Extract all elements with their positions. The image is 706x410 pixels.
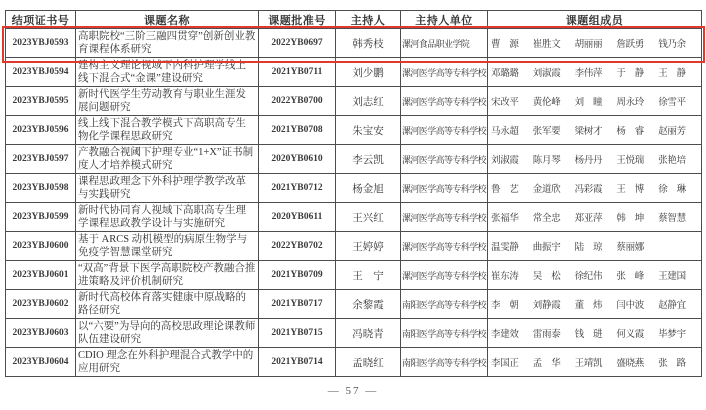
project-title-cell: 线上线下混合教学模式下高职高专生物化学课程思政研究	[76, 116, 259, 145]
project-title-cell: 新时代协同育人视域下高职高专生理学课程思政教学设计与实施研究	[76, 203, 259, 232]
team-members-cell	[488, 319, 702, 348]
project-title-cell: 新时代医学生劳动教育与职业生涯发展问题研究	[76, 87, 259, 116]
certificate-no-cell: 2023YBJ0602	[6, 290, 76, 319]
project-title-cell: CDIO 理念在外科护理混合式教学中的应用研究	[76, 348, 259, 377]
member-name: 赵静宜	[658, 301, 686, 311]
table-row	[6, 174, 702, 203]
host-institution-cell: 南阳医学高等专科学校	[401, 348, 488, 377]
host-cell: 刘少鹏	[336, 58, 401, 87]
member-name: 鲁 艺	[491, 185, 519, 195]
member-name: 邓璐璐	[491, 69, 519, 79]
table-row	[6, 87, 702, 116]
member-name: 陆 琼	[574, 243, 603, 253]
host-institution-cell: 漯河医学高等专科学校	[401, 116, 488, 145]
host-institution-cell: 南阳医学高等专科学校	[401, 319, 488, 348]
project-title-cell: 建构主义理论视域下内科护理学线上线下混合式“金课”建设研究	[76, 58, 259, 87]
certificate-no-cell: 2023YBJ0593	[6, 29, 76, 58]
member-name: 雷雨泰	[532, 330, 561, 340]
host-cell: 王兴红	[336, 203, 401, 232]
host-cell: 王 宁	[336, 261, 401, 290]
team-members-cell	[488, 29, 702, 58]
member-name: 钱乃余	[658, 40, 686, 50]
table-row	[6, 116, 702, 145]
approval-no-cell: 2022YB0700	[259, 87, 336, 116]
member-name: 张 路	[658, 359, 686, 369]
member-name: 李国正	[491, 359, 519, 369]
column-header-certificate-no: 结项证书号	[6, 11, 76, 29]
page-number: — 57 —	[327, 385, 379, 397]
table-header-row	[6, 11, 702, 29]
approval-no-cell: 2021YB0711	[259, 58, 336, 87]
table-row	[6, 232, 702, 261]
member-name: 张福华	[491, 214, 519, 224]
member-name: 徐纪伟	[574, 272, 603, 282]
host-cell: 余黎霞	[336, 290, 401, 319]
table-row	[6, 348, 702, 377]
host-institution-cell: 漯河食品职业学院	[401, 29, 488, 58]
team-members-cell	[488, 87, 702, 116]
member-name: 曲振宇	[532, 243, 561, 253]
member-name: 徐雪平	[658, 98, 686, 108]
member-name: 何义霞	[616, 330, 644, 340]
approval-no-cell: 2020YB0610	[259, 145, 336, 174]
approval-no-cell: 2021YB0715	[259, 319, 336, 348]
team-members-cell	[488, 348, 702, 377]
member-name: 温雯静	[491, 243, 519, 253]
member-name: 王建国	[658, 272, 686, 282]
table-row	[6, 58, 702, 87]
certificate-no-cell: 2023YBJ0599	[6, 203, 76, 232]
member-name: 董 炜	[574, 301, 603, 311]
team-members-cell	[488, 232, 702, 261]
member-name: 李建效	[491, 330, 519, 340]
host-cell: 刘志红	[336, 87, 401, 116]
approval-no-cell: 2020YB0611	[259, 203, 336, 232]
column-header-project-title: 课题名称	[76, 11, 259, 29]
host-institution-cell: 南阳医学高等专科学校	[401, 290, 488, 319]
certificate-no-cell: 2023YBJ0600	[6, 232, 76, 261]
member-name: 曹 源	[491, 40, 519, 50]
member-name: 梁树才	[574, 127, 603, 137]
certificate-no-cell: 2023YBJ0603	[6, 319, 76, 348]
member-name: 蔡智慧	[658, 214, 686, 224]
table-row	[6, 319, 702, 348]
column-header-approval-no: 课题批准号	[259, 11, 336, 29]
certificate-no-cell: 2023YBJ0604	[6, 348, 76, 377]
project-title-cell: “双高”背景下医学高职院校产教融合推进策略及评价机制研究	[76, 261, 259, 290]
certificate-no-cell: 2023YBJ0597	[6, 145, 76, 174]
project-title-cell: 以“六要”为导向的高校思政理论课教师队伍建设研究	[76, 319, 259, 348]
member-name: 马永超	[491, 127, 519, 137]
host-institution-cell: 漯河医学高等专科学校	[401, 261, 488, 290]
table-row	[6, 261, 702, 290]
approval-no-cell: 2022YB0697	[259, 29, 336, 58]
member-name: 钱 琎	[574, 330, 603, 340]
host-cell: 杨金旭	[336, 174, 401, 203]
member-name: 张艳培	[658, 156, 686, 166]
member-name: 郑亚萍	[574, 214, 603, 224]
project-title-cell: 新时代高校体育落实健康中原战略的路径研究	[76, 290, 259, 319]
approval-no-cell: 2021YB0717	[259, 290, 336, 319]
host-institution-cell: 漯河医学高等专科学校	[401, 174, 488, 203]
host-cell: 冯晓青	[336, 319, 401, 348]
member-name: 黄伦峰	[532, 98, 561, 108]
host-cell: 王婷婷	[336, 232, 401, 261]
member-name: 杨丹丹	[574, 156, 603, 166]
host-cell: 韩秀枝	[336, 29, 401, 58]
column-header-host-institution: 主持人单位	[401, 11, 488, 29]
host-institution-cell: 漯河医学高等专科学校	[401, 203, 488, 232]
member-name: 杨 睿	[616, 127, 644, 137]
certificate-no-cell: 2023YBJ0598	[6, 174, 76, 203]
approval-no-cell: 2022YB0702	[259, 232, 336, 261]
member-name: 宋改平	[491, 98, 519, 108]
team-members-cell	[488, 116, 702, 145]
team-members-cell	[488, 261, 702, 290]
member-name: 李伟萍	[574, 69, 603, 79]
certificate-no-cell: 2023YBJ0594	[6, 58, 76, 87]
column-header-team-members: 课题组成员	[488, 11, 702, 29]
project-title-cell: 基于 ARCS 动机模型的病原生物学与免疫学智慧课堂研究	[76, 232, 259, 261]
project-title-cell: 产教融合视阈下护理专业“1+X”证书制度人才培养模式研究	[76, 145, 259, 174]
member-name: 金道欣	[532, 185, 561, 195]
member-name: 赵丽芳	[658, 127, 686, 137]
member-name: 胡丽丽	[574, 40, 603, 50]
approval-no-cell: 2021YB0709	[259, 261, 336, 290]
member-name: 盛晓燕	[616, 359, 644, 369]
team-members-cell	[488, 174, 702, 203]
member-name: 闫中波	[616, 301, 644, 311]
member-name: 孟 华	[532, 359, 561, 369]
approval-no-cell: 2021YB0708	[259, 116, 336, 145]
member-name: 刘 瞳	[574, 98, 603, 108]
project-title-cell: 高职院校“三阶三融四贯穿”创新创业教育课程体系研究	[76, 29, 259, 58]
member-name: 李 朝	[491, 301, 519, 311]
member-name: 王 博	[616, 185, 644, 195]
member-name: 周永玲	[616, 98, 644, 108]
member-name: 王 静	[658, 69, 686, 79]
table-row	[6, 29, 702, 58]
table-row	[6, 203, 702, 232]
host-institution-cell: 漯河医学高等专科学校	[401, 232, 488, 261]
host-cell: 孟晓红	[336, 348, 401, 377]
host-institution-cell: 漯河医学高等专科学校	[401, 87, 488, 116]
member-name: 张军要	[532, 127, 561, 137]
member-name: 王悦瑞	[616, 156, 644, 166]
member-name: 刘淑霞	[532, 69, 561, 79]
column-header-host: 主持人	[336, 11, 401, 29]
team-members-cell	[488, 58, 702, 87]
approval-no-cell: 2021YB0714	[259, 348, 336, 377]
member-name: 陈月琴	[532, 156, 561, 166]
member-name: 吴 松	[532, 272, 561, 282]
member-name: 王靖凯	[574, 359, 603, 369]
certificate-no-cell: 2023YBJ0596	[6, 116, 76, 145]
member-name: 毕梦宇	[658, 330, 686, 340]
member-name: 于 静	[616, 69, 644, 79]
host-institution-cell: 漯河医学高等专科学校	[401, 58, 488, 87]
member-name: 刘静霞	[532, 301, 561, 311]
host-cell: 朱宝安	[336, 116, 401, 145]
projects-table	[5, 10, 702, 377]
member-name: 刘淑霞	[491, 156, 519, 166]
team-members-cell	[488, 203, 702, 232]
certificate-no-cell: 2023YBJ0595	[6, 87, 76, 116]
team-members-cell	[488, 290, 702, 319]
member-name: 崔胜文	[532, 40, 561, 50]
certificate-no-cell: 2023YBJ0601	[6, 261, 76, 290]
member-name: 蔡丽娜	[616, 243, 644, 253]
team-members-cell	[488, 145, 702, 174]
member-name: 詹跃勇	[616, 40, 644, 50]
table-row	[6, 290, 702, 319]
member-name: 韩 坤	[616, 214, 644, 224]
host-cell: 李云凯	[336, 145, 401, 174]
member-name: 张 峰	[616, 272, 644, 282]
member-name: 崔东涛	[491, 272, 519, 282]
approval-no-cell: 2021YB0712	[259, 174, 336, 203]
table-row	[6, 145, 702, 174]
member-name: 常全忠	[532, 214, 561, 224]
member-name: 徐 琳	[658, 185, 686, 195]
host-institution-cell: 漯河医学高等专科学校	[401, 145, 488, 174]
project-title-cell: 课程思政理念下外科护理学教学改革与实践研究	[76, 174, 259, 203]
member-name: 冯彩霞	[574, 185, 603, 195]
